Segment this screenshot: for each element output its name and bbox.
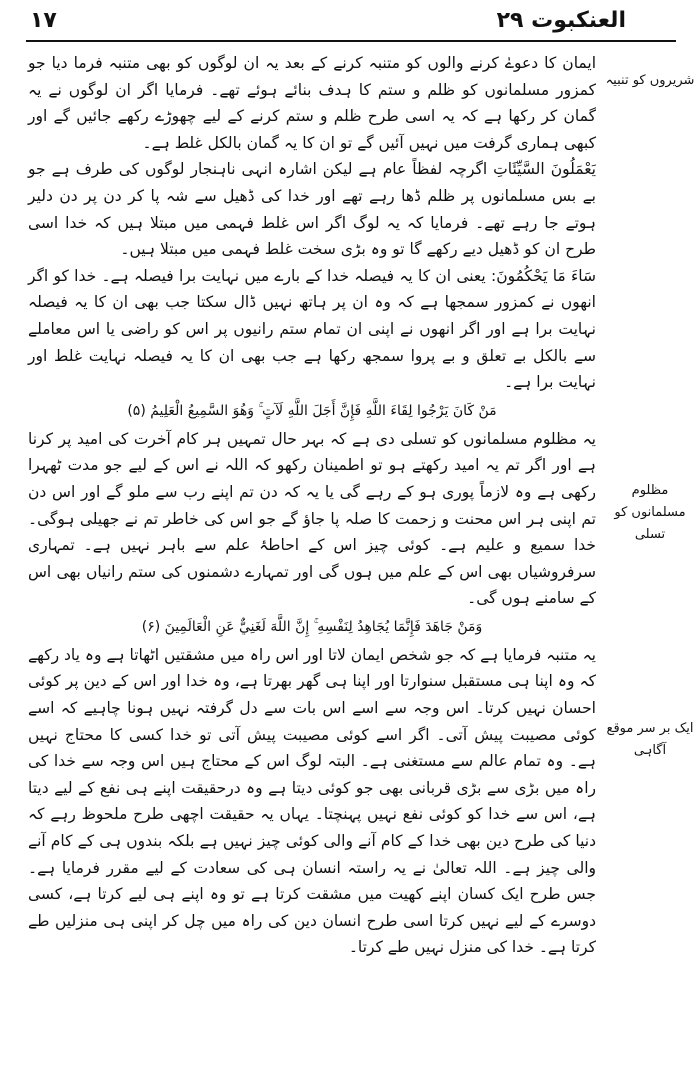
margin-note: ایک بر سر موقع آگاہی bbox=[606, 721, 694, 758]
surah-title: العنکبوت ۲۹ bbox=[496, 8, 626, 33]
margin-note: مظلوم مسلمانوں کو تسلی bbox=[614, 483, 686, 542]
paragraph: یہ مظلوم مسلمانوں کو تسلی دی ہے کہ بہر حال تمہیں ہر کام آخرت کی امید پر کرنا ہے اور اگر تم یہ امید رکھتے ہو تو اطمینان رکھو کہ اللہ نے اس کے لیے جو مدت ٹھہرا رکھی ہے وہ لازماً پوری ہو کے رہے گی یا یہ کہ دن تم اپنے رب سے ملو گے اور اس دن تم اپنی ہر اس محنت و زحمت کا صلہ پا جاؤ گے جو اس کی خاطر تم نے جھیلی ہوگی۔ خدا سمیع و علیم ہے۔ کوئی چیز اس کے احاطۂ علم سے باہر نہیں ہے۔ تمہاری سرفروشیاں بھی اس کے علم میں ہوں گی اور تمہارے دشمنوں کی ستم رانیاں بھی اس کے سامنے ہوں گی۔ bbox=[28, 429, 596, 608]
page-number: ١٧ bbox=[30, 8, 57, 33]
paragraph: یہ متنبہ فرمایا ہے کہ جو شخص ایمان لاتا اور اس راہ میں مشقتیں اٹھاتا ہے وہ یاد رکھے کہ وہ اپنا ہی مستقبل سنوارتا اور اپنا ہی گھر بھرتا ہے، وہ خدا اور اس کے دین پر کوئی احسان نہیں کرتا۔ اس وجہ سے اسے اس بات سے دل گرفتہ نہیں ہونا چاہیے کہ اسے کوئی مصیبت پیش آتی۔ اگر اسے کوئی مصیبت پیش آتی تو خدا کسی کا محتاج نہیں ہے۔ وہ تمام عالم سے مستغنی ہے۔ البتہ لوگ اس کے محتاج ہیں اس وجہ سے خدا کی راہ میں بڑی سے بڑی قربانی بھی جو کوئی دیتا ہے وہ درحقیقت اپنے ہی نفع کے لیے دیتا ہے، اس سے خدا کو کوئی نفع نہیں پہنچتا۔ یہاں یہ حقیقت اچھی طرح ملحوظ رہے کہ دنیا کی طرح دین بھی خدا کے کام آنے والی کوئی چیز نہیں ہے بلکہ بندوں ہی کے کام آنے والی چیز ہے۔ اللہ تعالیٰ نے یہ راستہ انسان ہی کی سعادت کے لیے مقرر فرمایا ہے۔ جس طرح ایک کسان اپنے کھیت میں مشقت کرتا ہے تو وہ اپنے ہی لیے کرتا ہے، کسی دوسرے کے لیے نہیں کرتا اسی طرح انسان دین کی راہ میں چل کر اپنی ہی منزلیں طے کرتا ہے۔ خدا کی منزل نہیں طے کرتا۔ bbox=[28, 645, 596, 957]
margin-note: شریروں کو تنبیہ bbox=[605, 73, 695, 88]
page-header bbox=[30, 8, 676, 42]
paragraph: ایمان کا دعوےٰ کرنے والوں کو متنبہ کرنے کے بعد یہ ان لوگوں کو بھی متنبہ فرما دیا جو کمزور مسلمانوں کو ظلم و ستم کا ہدف بنائے ہوئے تھے۔ فرمایا اگر ان لوگوں نے یہ گمان کر رکھا ہے کہ یہ اسی طرح ظلم و ستم کرنے کے لیے چھوڑے رکھے جائیں گے اور کبھی ہماری گرفت میں نہیں آئیں گے تو ان کا یہ گمان بالکل غلط ہے۔ bbox=[28, 54, 596, 152]
quran-verse: وَمَنْ جَاهَدَ فَإِنَّمَا يُجَاهِدُ لِنَفْسِهِ ۚ إِنَّ اللَّهَ لَغَنِيٌّ عَنِ الْعَالَمِينَ (۶) bbox=[141, 618, 483, 635]
paragraph: یَعْمَلُونَ السَّیِّئَاتِ اگرچہ لفظاً عام ہے لیکن اشارہ انہی ناہنجار لوگوں کی طرف ہے جو بے بس مسلمانوں پر ظلم ڈھا رہے تھے اور خدا کی ڈھیل سے شہ پا کر دن پر دن دلیر ہوتے جا رہے تھے۔ فرمایا کہ یہ لوگ اگر اس غلط فہمی میں مبتلا ہیں کہ خدا اسی طرح ان کو ڈھیل دیے رکھے گا تو وہ بڑی سخت غلط فہمی میں مبتلا ہیں۔ bbox=[28, 160, 596, 259]
paragraph: سَاءَ مَا یَحْکُمُونَ: یعنی ان کا یہ فیصلہ خدا کے بارے میں نہایت برا فیصلہ ہے۔ خدا کو اگر انھوں نے کمزور سمجھا ہے کہ وہ ان پر ہاتھ نہیں ڈال سکتا جب بھی ان کا یہ فیصلہ نہایت برا ہے اور اگر انھوں نے اپنی ان تمام ستم رانیوں پر اس کو راضی یا اس معاملے سے بالکل بے تعلق و بے پروا سمجھ رکھا ہے جب بھی ان کا یہ فیصلہ نہایت غلط اور نہایت برا ہے۔ bbox=[28, 266, 596, 392]
main-text bbox=[28, 50, 596, 961]
quran-verse: مَنْ كَانَ يَرْجُوا لِقَاءَ اللَّهِ فَإِنَّ أَجَلَ اللَّهِ لَآتٍ ۚ وَهُوَ السَّمِيعُ الْعَلِيمُ (۵) bbox=[127, 402, 497, 419]
header-rule bbox=[26, 40, 676, 42]
